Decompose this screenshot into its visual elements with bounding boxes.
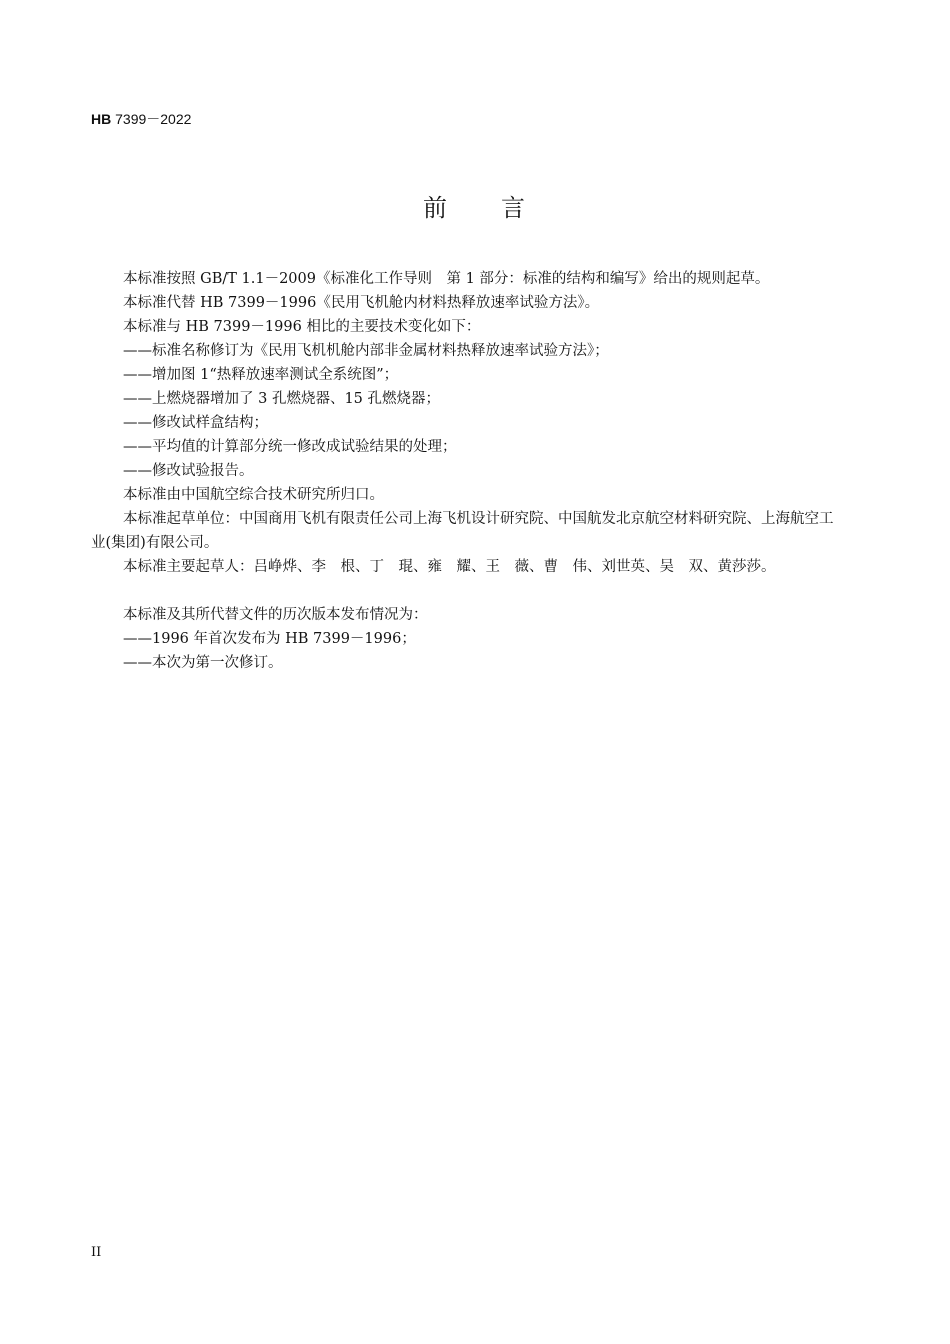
paragraph-drafting-units xyxy=(91,507,845,555)
drafting-units-text: 本标准起草单位：中国商用飞机有限责任公司上海飞机设计研究院、中国航发北京航空材料研究院、上海航空工业(集团)有限公司。 xyxy=(91,511,834,551)
list-item-change: ——平均值的计算部分统一修改成试验结果的处理； xyxy=(123,439,457,455)
list-item-change: ——标准名称修订为《民用飞机机舱内部非金属材料热释放速率试验方法》； xyxy=(123,343,609,359)
document-code-prefix: HB xyxy=(91,111,112,127)
page-number: II xyxy=(91,1245,102,1260)
list-item-history: ——1996 年首次发布为 HB 7399－1996； xyxy=(123,631,416,647)
drafters-text: 本标准主要起草人：吕峥烨、李 根、丁 琨、雍 耀、王 薇、曹 伟、刘世英、吴 双、黄莎莎。 xyxy=(123,559,776,575)
list-item-change: ——增加图 1“热释放速率测试全系统图”； xyxy=(123,367,399,383)
document-code xyxy=(91,110,191,128)
paragraph-responsible-org: 本标准由中国航空综合技术研究所归口。 xyxy=(123,487,384,503)
document-code-number: 7399－2022 xyxy=(111,111,192,127)
paragraph-history-intro: 本标准及其所代替文件的历次版本发布情况为： xyxy=(123,607,428,623)
paragraph-replaces: 本标准代替 HB 7399－1996《民用飞机舱内材料热释放速率试验方法》。 xyxy=(123,295,600,311)
list-item-change: ——上燃烧器增加了 3 孔燃烧器、15 孔燃烧器； xyxy=(123,391,441,407)
list-item-change: ——修改试验报告。 xyxy=(123,463,254,479)
page-title: 前 言 xyxy=(423,194,527,222)
list-item-change: ——修改试样盒结构； xyxy=(123,415,268,431)
paragraph-drafting-rules: 本标准按照 GB/T 1.1－2009《标准化工作导则 第 1 部分：标准的结构和编写》给出的规则起草。 xyxy=(123,271,770,287)
list-item-history: ——本次为第一次修订。 xyxy=(123,655,283,671)
foreword-body xyxy=(91,267,845,675)
paragraph-drafters xyxy=(91,555,845,603)
paragraph-changes-intro: 本标准与 HB 7399－1996 相比的主要技术变化如下： xyxy=(123,319,481,335)
